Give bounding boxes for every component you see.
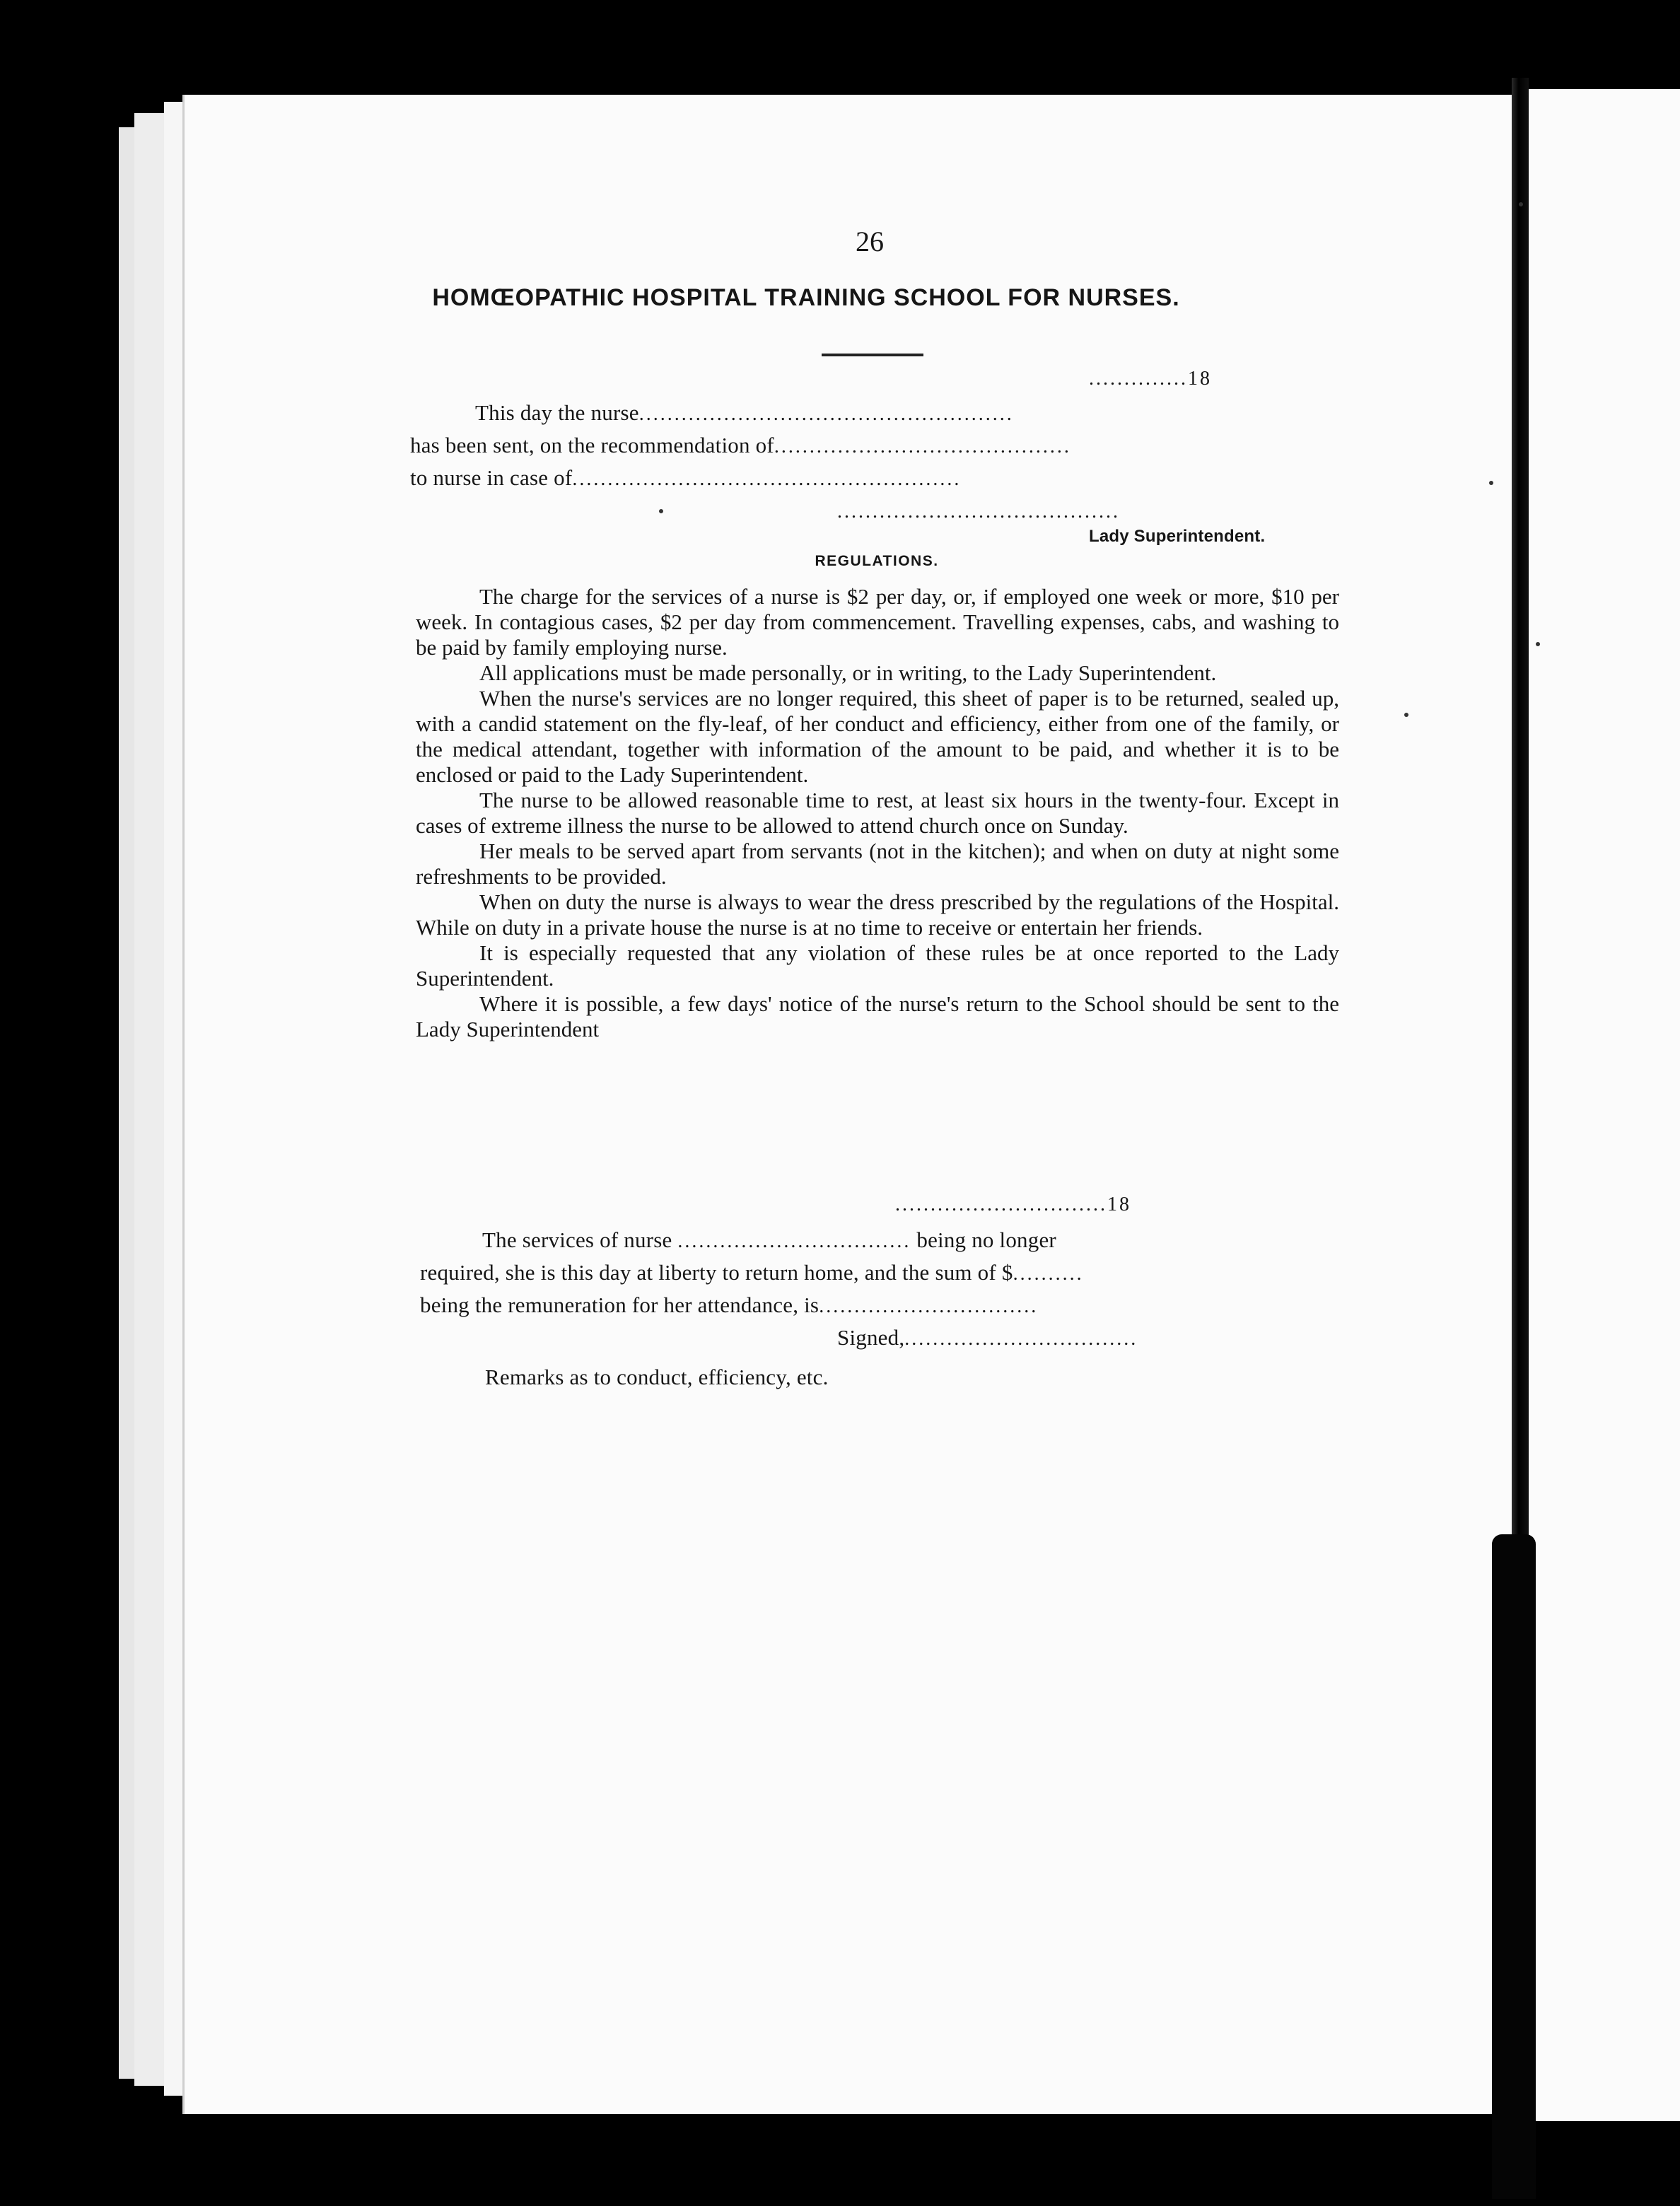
signature-caption-text: Lady Superintendent. — [1089, 527, 1266, 546]
form-line-signed — [837, 1325, 1138, 1352]
form-line-liberty-dots: .......... — [1013, 1263, 1084, 1285]
binding-strip — [1492, 1534, 1536, 2199]
ink-speck — [1536, 642, 1540, 646]
remarks-text: Remarks as to conduct, efficiency, etc. — [485, 1365, 829, 1389]
page-title: HOMŒOPATHIC HOSPITAL TRAINING SCHOOL FOR NURSES. — [432, 284, 1180, 311]
date-line-top — [1089, 365, 1212, 392]
form-line-signed-dots: ................................. — [904, 1328, 1138, 1350]
regulation-paragraph: Where it is possible, a few days' notice of the nurse's return to the School should be sent to the Lady Superintendent — [416, 991, 1339, 1041]
form-line-recommendation-dots: .......................................... — [774, 436, 1071, 457]
date-line-top-text: ..............18 — [1089, 368, 1212, 390]
form-line-liberty — [420, 1260, 1084, 1287]
form-line-remuneration-label: being the remuneration for her attendance, is — [420, 1292, 819, 1317]
document-page — [182, 95, 1521, 2114]
facing-page — [1527, 89, 1680, 2121]
ink-speck — [1404, 713, 1408, 717]
remarks-line — [485, 1365, 829, 1390]
form-line-case — [410, 465, 961, 492]
regulation-paragraph: It is especially requested that any violation of these rules be at once reported to the Lady Superintendent. — [416, 940, 1339, 991]
form-line-signed-label: Signed, — [837, 1325, 905, 1350]
signature-line — [837, 498, 1120, 525]
form-line-nurse-label: This day the nurse — [475, 400, 639, 425]
signature-caption — [1089, 522, 1265, 549]
date-line-bottom — [895, 1191, 1131, 1218]
regulations-list — [416, 584, 1339, 1042]
date-line-bottom-text: ..............................18 — [895, 1194, 1131, 1215]
form-line-liberty-label: required, she is this day at liberty to return home, and the sum of $ — [420, 1260, 1013, 1285]
form-line-services — [482, 1227, 1056, 1254]
regulation-paragraph: The charge for the services of a nurse is $2 per day, or, if employed one week or more, $10 per week. In contagious cases, $2 per day from commencement. Travelling expenses, cabs, and washing to be paid by family employing nurse. — [416, 584, 1339, 660]
title-rule — [822, 354, 923, 356]
ink-speck — [1489, 481, 1493, 485]
form-line-nurse — [475, 400, 1014, 427]
form-line-case-dots: ....................................................... — [572, 468, 962, 490]
page-number: 26 — [856, 226, 884, 257]
form-line-recommendation-label: has been sent, on the recommendation of — [410, 433, 774, 457]
form-line-recommendation — [410, 433, 1071, 460]
form-line-remuneration-dots: ............................... — [819, 1295, 1039, 1317]
regulation-paragraph: All applications must be made personally, or in writing, to the Lady Superintendent. — [479, 660, 1217, 685]
regulation-paragraph: When on duty the nurse is always to wear the dress prescribed by the regulations of the Hospital. While on duty in a private house the nurse is at no time to receive or entertain her friends. — [416, 889, 1339, 940]
regulation-paragraph: The nurse to be allowed reasonable time to rest, at least six hours in the twenty-four. Except in cases of extreme illness the nurse to be allowed to attend church once on Sunday. — [416, 788, 1339, 838]
regulation-paragraph: When the nurse's services are no longer required, this sheet of paper is to be returned, sealed up, with a candid statement on the fly-leaf, of her conduct and efficiency, either from one of the family, or the medical attendant, together with information of the amount to be paid, and whether it is to be enclosed or paid to the Lady Superintendent. — [416, 686, 1339, 787]
form-line-services-label: The services of nurse — [482, 1227, 672, 1252]
ink-speck — [659, 509, 663, 513]
form-line-case-label: to nurse in case of — [410, 465, 573, 490]
form-line-services-dots: ................................. — [677, 1230, 911, 1252]
form-line-remuneration — [420, 1292, 1038, 1319]
form-line-services-tail: being no longer — [916, 1227, 1056, 1252]
regulations-heading: REGULATIONS. — [815, 553, 939, 569]
regulation-paragraph: Her meals to be served apart from servants (not in the kitchen); and when on duty at night some refreshments to be provided. — [416, 839, 1339, 889]
form-line-nurse-dots: ..................................................... — [638, 403, 1014, 425]
signature-line-dots: ........................................ — [837, 501, 1120, 523]
ink-speck — [1519, 202, 1523, 206]
